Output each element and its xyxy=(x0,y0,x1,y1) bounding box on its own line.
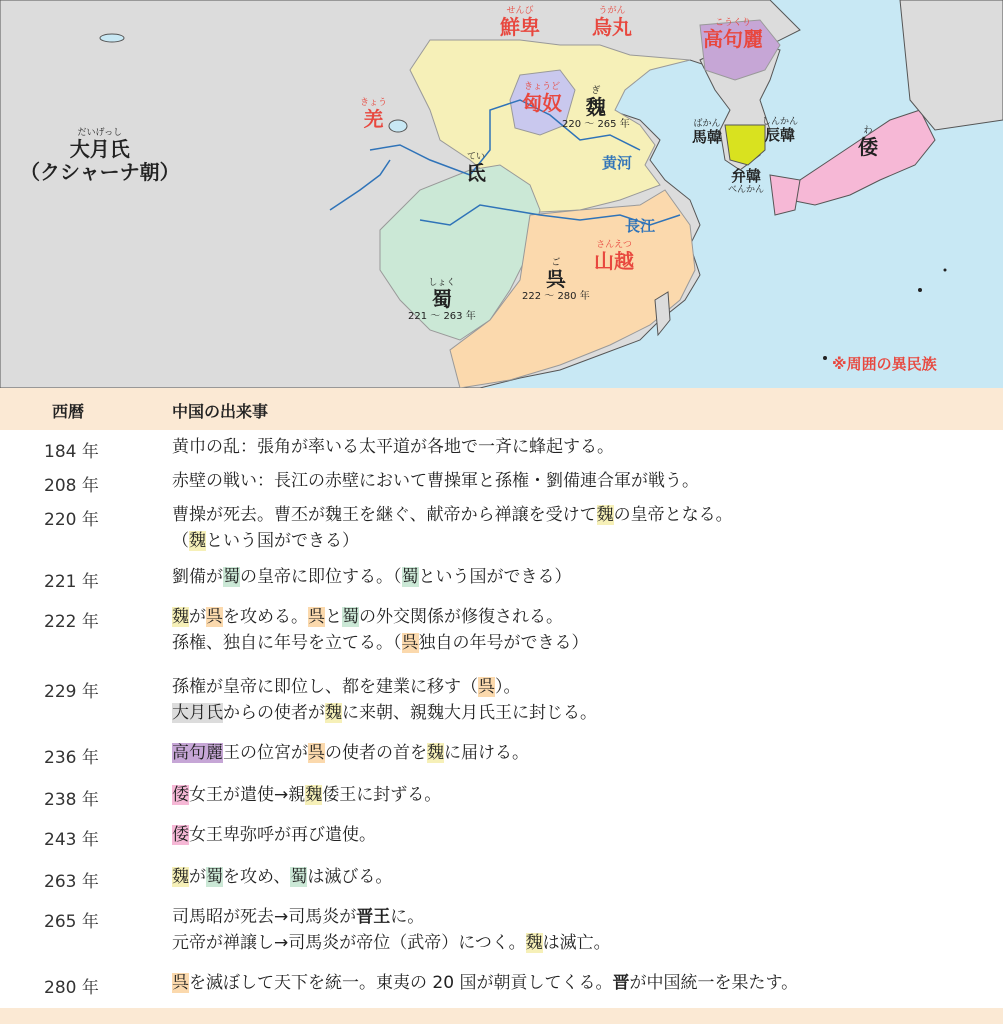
row-event: 高句麗王の位宮が呉の使者の首を魏に届ける。 xyxy=(172,743,529,763)
row-year: 263 年 xyxy=(44,872,99,892)
row-event: 魏が呉を攻める。呉と蜀の外交関係が修復される。 孫権、独自に年号を立てる。（呉独自の年号ができる） xyxy=(172,607,589,653)
map-legend: ※周囲の異民族 xyxy=(832,355,937,373)
row-year: 222 年 xyxy=(44,612,99,632)
japan-north xyxy=(900,0,1003,130)
taiwan xyxy=(655,292,670,335)
row-year: 280 年 xyxy=(44,978,99,998)
events-table xyxy=(0,388,1003,1024)
label-changjiang: 長江 xyxy=(625,217,656,235)
map xyxy=(0,0,1003,388)
header-event: 中国の出来事 xyxy=(172,402,269,421)
row-year: 265 年 xyxy=(44,912,99,932)
row-event: 魏が蜀を攻め、蜀は滅びる。 xyxy=(172,867,393,887)
korea-south xyxy=(725,125,765,165)
kyushu xyxy=(770,175,800,215)
row-event: 司馬昭が死去→司馬炎が晋王に。 元帝が禅譲し→司馬炎が帝位（武帝）につく。魏は滅亡。 xyxy=(172,907,611,953)
mainland xyxy=(0,0,800,388)
row-year: 221 年 xyxy=(44,572,99,592)
label-huanghe: 黄河 xyxy=(602,154,633,172)
label-wu: ご 呉 222 ～ 280 年 xyxy=(522,258,590,303)
label-shu: しょく 蜀 221 ～ 263 年 xyxy=(408,278,476,323)
header-year: 西暦 xyxy=(52,402,85,421)
label-wuhuan: うがん 烏丸 xyxy=(592,6,632,40)
label-wei: ぎ 魏 220 ～ 265 年 xyxy=(562,86,630,131)
row-event: 黄巾の乱：張角が率いる太平道が各地で一斉に蜂起する。 xyxy=(172,437,614,457)
row-event: 孫権が皇帝に即位し、都を建業に移す（呉）。 大月氏からの使者が魏に来朝、親魏大月氏王に封じる。 xyxy=(172,677,597,723)
label-yuezhi: だいげっし 大月氏 （クシャーナ朝） xyxy=(20,128,180,185)
row-year: 184 年 xyxy=(44,442,99,462)
label-di: てい 氐 xyxy=(466,152,486,186)
dot xyxy=(823,356,827,360)
label-qiang: きょう 羌 xyxy=(360,98,388,132)
table-header xyxy=(0,388,1003,430)
row-year: 220 年 xyxy=(44,510,99,530)
label-xiongnu: きょうど 匈奴 xyxy=(522,82,562,116)
table-footer xyxy=(0,1008,1003,1024)
dot xyxy=(918,288,922,292)
label-shanyue: さんえつ 山越 xyxy=(594,240,634,274)
row-event: 倭女王卑弥呼が再び遣使。 xyxy=(172,825,376,845)
row-year: 229 年 xyxy=(44,682,99,702)
row-year: 238 年 xyxy=(44,790,99,810)
row-year: 236 年 xyxy=(44,748,99,768)
label-byeonhan: 弁韓 べんかん xyxy=(728,167,765,196)
row-event: 劉備が蜀の皇帝に即位する。（蜀という国ができる） xyxy=(172,567,572,587)
label-xianbei: せんび 鮮卑 xyxy=(500,6,540,40)
row-year: 208 年 xyxy=(44,476,99,496)
map-shapes xyxy=(0,0,1003,388)
row-year: 243 年 xyxy=(44,830,99,850)
lake xyxy=(100,34,124,42)
label-wa: わ 倭 xyxy=(858,126,878,160)
lake xyxy=(389,120,407,132)
label-goguryeo: こうくり 高句麗 xyxy=(703,18,763,52)
row-event: 呉を滅ぼして天下を統一。東夷の 20 国が朝貢してくる。晋が中国統一を果たす。 xyxy=(172,973,799,993)
dot xyxy=(944,269,947,272)
row-event: 倭女王が遣使→親魏倭王に封ずる。 xyxy=(172,785,442,805)
label-jinhan: しんかん 辰韓 xyxy=(762,117,799,145)
row-event: 赤壁の戦い：長江の赤壁において曹操軍と孫権・劉備連合軍が戦う。 xyxy=(172,471,699,491)
label-mahan: ばかん 馬韓 xyxy=(692,119,723,147)
row-event: 曹操が死去。曹丕が魏王を継ぐ、献帝から禅譲を受けて魏の皇帝となる。 （魏という国ができる） xyxy=(172,505,733,551)
